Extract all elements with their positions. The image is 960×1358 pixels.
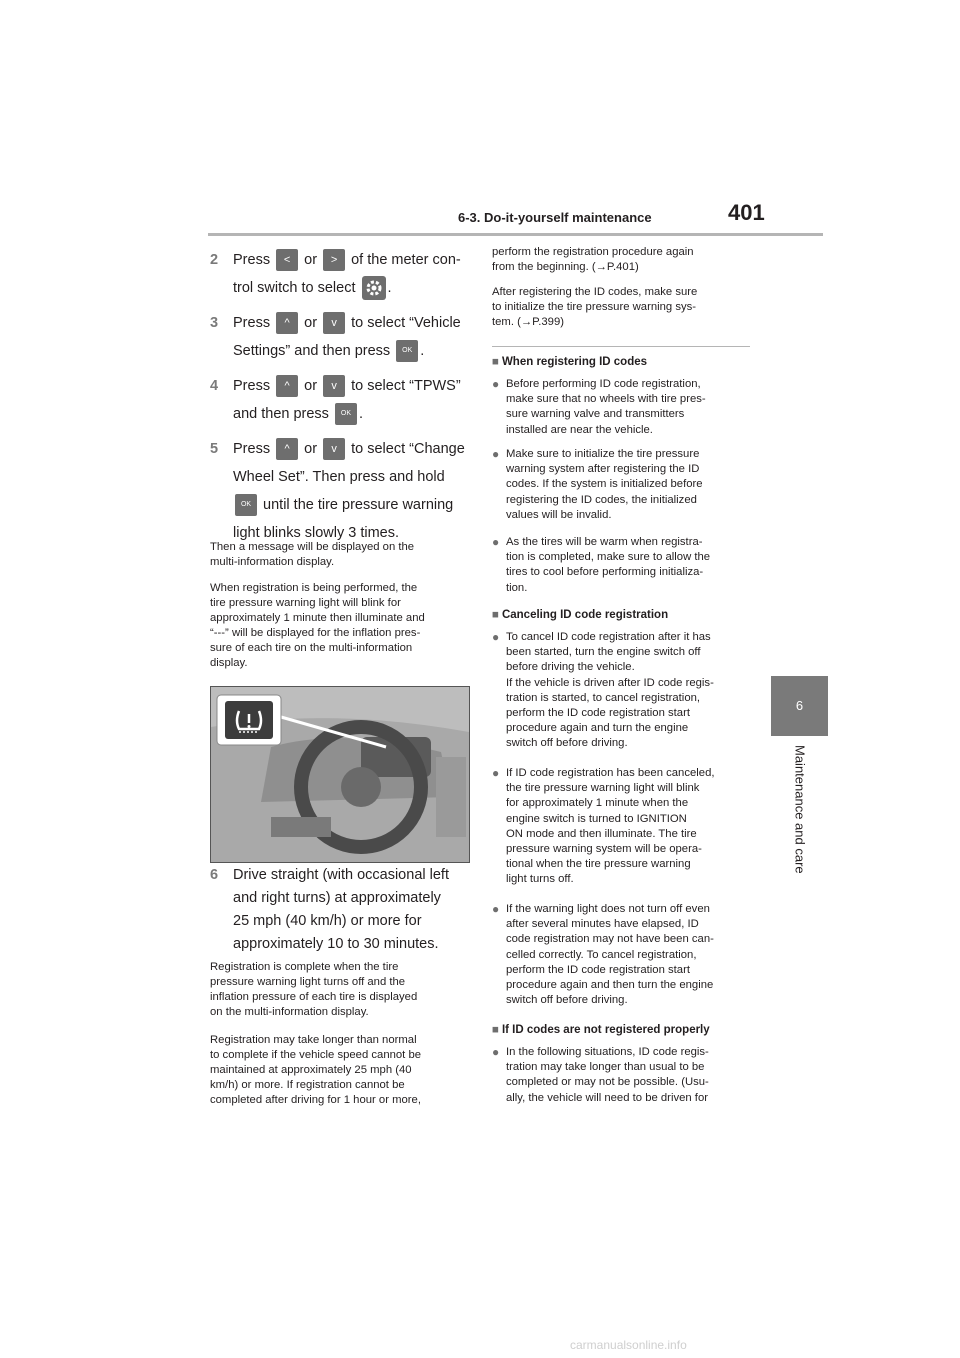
step-6: 6 Drive straight (with occasional left and right turns) at approximately 25 mph (40 km/h) or more for approximately 10 to 30 minutes. <box>210 864 485 956</box>
up-key-icon: ^ <box>276 438 298 460</box>
tire-pressure-warning-icon <box>233 705 265 737</box>
dashboard-illustration <box>210 686 470 863</box>
watermark: carmanualsonline.info <box>570 1338 687 1352</box>
ok-key-icon: OK <box>396 340 418 362</box>
note-message-displayed: Then a message will be displayed on the multi-information display. <box>210 541 415 568</box>
heading-when-registering: ■ When registering ID codes <box>492 356 648 368</box>
gear-icon <box>362 276 386 300</box>
step-4: 4 Press ^ or v to select “TPWS” and then press OK . <box>210 372 470 428</box>
bullet-item: ● If the warning light does not turn off even after several minutes have elapsed, ID code registration may not have been can- celled correctly. To cancel registration, perform the ID code registration start procedure again and then turn the engine switch off before driving. <box>492 902 714 1007</box>
step-number: 4 <box>210 378 219 394</box>
up-key-icon: ^ <box>276 312 298 334</box>
continued-text: perform the registration procedure again from the beginning. (→P.401) <box>492 246 694 273</box>
ok-key-icon: OK <box>235 494 257 516</box>
section-divider <box>492 346 750 347</box>
initialize-note: After registering the ID codes, make sure to initialize the tire pressure warning sys- tem. (→P.399) <box>492 286 698 328</box>
step-3: 3 Press ^ or v to select “Vehicle Settings” and then press OK . <box>210 309 470 365</box>
step-number: 5 <box>210 441 219 457</box>
chapter-tab: 6 <box>771 676 828 736</box>
left-key-icon: < <box>276 249 298 271</box>
bullet-item: ● In the following situations, ID code regis- tration may take longer than usual to be completed or may not be possible. (Usu- ally, the vehicle will need to be driven for <box>492 1045 709 1104</box>
page-number: 401 <box>728 200 765 225</box>
down-key-icon: v <box>323 312 345 334</box>
note-registration-complete: Registration is complete when the tire pressure warning light turns off and the inflation pressure of each tire is displayed on the multi-information display. <box>210 961 418 1018</box>
bullet-item: ● Before performing ID code registration, make sure that no wheels with tire pres- sure warning valve and transmitters installed are near the vehicle. <box>492 377 706 436</box>
heading-canceling: ■ Canceling ID code registration <box>492 609 669 621</box>
bullet-item: ● To cancel ID code registration after it has been started, turn the engine switch off before driving the vehicle. If the vehicle is driven after ID code regis- tration is started, to cancel registration, perform the ID code registration start procedure again and turn the engine switch off before driving. <box>492 630 714 750</box>
step-number: 6 <box>210 867 219 883</box>
up-key-icon: ^ <box>276 375 298 397</box>
ok-key-icon: OK <box>335 403 357 425</box>
note-registration-longer: Registration may take longer than normal to complete if the vehicle speed cannot be maintained at approximately 25 mph (40 km/h) or more. If registration cannot be completed after driving for 1 hour or more, <box>210 1034 422 1106</box>
header-divider <box>208 233 823 236</box>
bullet-item: ● If ID code registration has been canceled, the tire pressure warning light will blink for approximately 1 minute when the engine switch is turned to IGNITION ON mode and then illuminate. The tire pressure warning system will be opera- tional when the tire pressure warning light turns off. <box>492 766 715 886</box>
note-registration-performing: When registration is being performed, the tire pressure warning light will blink for approximately 1 minute then illuminate and “---” will be displayed for the inflation pres- sure of each tire on the multi-information display. <box>210 582 425 669</box>
down-key-icon: v <box>323 438 345 460</box>
right-key-icon: > <box>323 249 345 271</box>
bullet-item: ● Make sure to initialize the tire pressure warning system after registering the ID codes. If the system is initialized before registering the ID codes, the initialized values will be invalid. <box>492 447 703 521</box>
bullet-item: ● As the tires will be warm when registra- tion is completed, make sure to allow the tires to cool before performing initializa- tion. <box>492 535 711 594</box>
step-number: 2 <box>210 252 219 268</box>
heading-not-registered: ■ If ID codes are not registered properly <box>492 1024 710 1036</box>
chapter-title-vertical: Maintenance and care <box>792 745 807 874</box>
step-2: 2 Press < or > of the meter con- trol switch to select . <box>210 246 470 302</box>
step-number: 3 <box>210 315 219 331</box>
step-5: 5 Press ^ or v to select “Change Wheel Set”. Then press and hold OK until the tire pressure warning light blinks slowly 3 times. <box>210 435 470 547</box>
section-title: 6-3. Do-it-yourself maintenance <box>458 210 652 225</box>
down-key-icon: v <box>323 375 345 397</box>
